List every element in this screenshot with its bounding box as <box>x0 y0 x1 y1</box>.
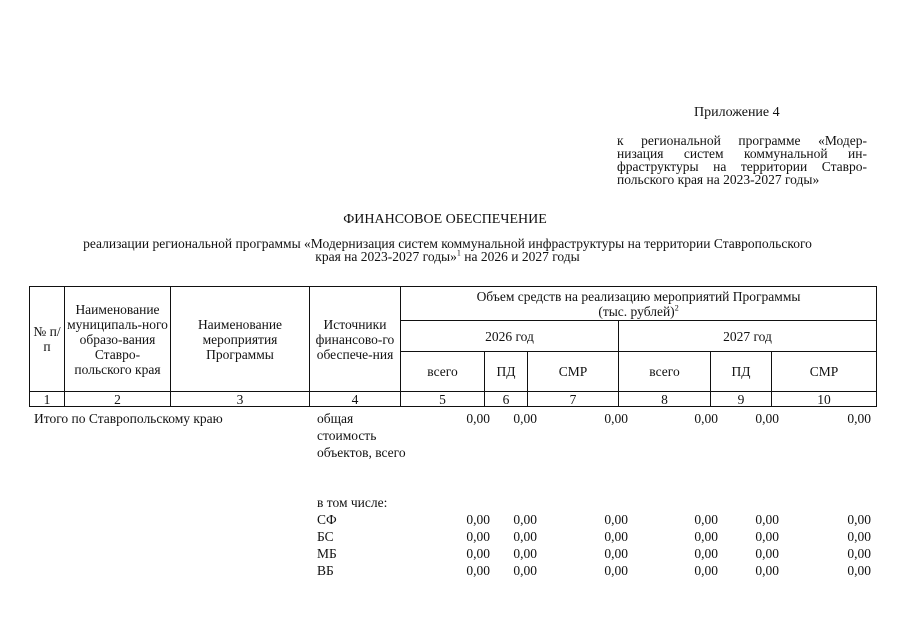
column-number: 1 <box>30 392 65 407</box>
value-total-2027: 0,00 <box>694 411 718 426</box>
value-smr-2027: 0,00 <box>847 411 871 426</box>
total-row-label: Итого по Ставропольскому краю <box>34 411 223 426</box>
header-year-2027: 2027 год <box>619 321 877 352</box>
value-total-2027: 0,00 <box>694 546 718 561</box>
subtitle-line2-start: края на 2023-2027 годы» <box>315 249 457 264</box>
value-total-2026: 0,00 <box>466 563 490 578</box>
appendix-title: Приложение 4 <box>694 105 780 120</box>
value-smr-2026: 0,00 <box>604 512 628 527</box>
source-label: общая стоимость объектов, всего <box>317 411 406 460</box>
value-total-2026: 0,00 <box>466 529 490 544</box>
value-pd-2027: 0,00 <box>755 546 779 561</box>
header-smr-2026: СМР <box>528 352 619 392</box>
header-year-2026: 2026 год <box>401 321 619 352</box>
value-smr-2027: 0,00 <box>847 546 871 561</box>
source-label: СФ <box>317 512 337 527</box>
value-smr-2027: 0,00 <box>847 512 871 527</box>
column-number: 9 <box>711 392 772 407</box>
source-label: БС <box>317 529 334 544</box>
footnote-ref-2: 2 <box>674 303 679 312</box>
column-number: 5 <box>401 392 485 407</box>
column-number: 10 <box>772 392 877 407</box>
column-number: 3 <box>171 392 310 407</box>
value-pd-2026: 0,00 <box>513 529 537 544</box>
header-total-2026: всего <box>401 352 485 392</box>
source-label: в том числе: <box>317 495 388 510</box>
header-volume-line1: Объем средств на реализацию мероприятий Программы <box>476 288 801 304</box>
header-total-2027: всего <box>619 352 711 392</box>
subtitle-line2-end: на 2026 и 2027 годы <box>460 249 580 264</box>
footnote-ref-1: 1 <box>456 248 461 258</box>
value-pd-2026: 0,00 <box>513 411 537 426</box>
column-number: 6 <box>485 392 528 407</box>
column-number: 2 <box>65 392 171 407</box>
header-num: № п/п <box>30 287 65 392</box>
source-label: ВБ <box>317 563 334 578</box>
value-total-2027: 0,00 <box>694 563 718 578</box>
value-pd-2027: 0,00 <box>755 512 779 527</box>
document-subtitle <box>30 237 865 263</box>
appendix-text: к региональной программе «Модер-низация систем коммунальной ин-фраструктуры на территории Ставро-польского края на 2023-2027 годы» <box>617 133 867 187</box>
value-pd-2027: 0,00 <box>755 563 779 578</box>
value-total-2026: 0,00 <box>466 546 490 561</box>
value-smr-2026: 0,00 <box>604 411 628 426</box>
value-total-2026: 0,00 <box>466 411 490 426</box>
value-total-2027: 0,00 <box>694 512 718 527</box>
subtitle-line1: реализации региональной программы «Модернизация систем коммунальной инфраструктуры на территории Ставропольского <box>83 236 812 251</box>
value-smr-2026: 0,00 <box>604 529 628 544</box>
value-pd-2026: 0,00 <box>513 512 537 527</box>
header-pd-2027: ПД <box>711 352 772 392</box>
value-total-2027: 0,00 <box>694 529 718 544</box>
column-number: 7 <box>528 392 619 407</box>
financing-table-header <box>29 286 877 407</box>
value-pd-2026: 0,00 <box>513 546 537 561</box>
value-smr-2026: 0,00 <box>604 563 628 578</box>
header-smr-2027: СМР <box>772 352 877 392</box>
value-smr-2026: 0,00 <box>604 546 628 561</box>
header-activity: Наименование мероприятия Программы <box>171 287 310 392</box>
value-smr-2027: 0,00 <box>847 563 871 578</box>
document-title: ФИНАНСОВОЕ ОБЕСПЕЧЕНИЕ <box>343 212 547 227</box>
value-pd-2027: 0,00 <box>755 411 779 426</box>
column-number-row <box>30 392 877 407</box>
header-volume-line2: (тыс. рублей) <box>598 303 675 319</box>
header-sources: Источники финансово-го обеспече-ния <box>310 287 401 392</box>
header-municipality: Наименование муниципаль-ного образо-вания Ставро-польского края <box>65 287 171 392</box>
value-pd-2027: 0,00 <box>755 529 779 544</box>
header-volume <box>401 287 877 321</box>
column-number: 4 <box>310 392 401 407</box>
header-pd-2026: ПД <box>485 352 528 392</box>
value-pd-2026: 0,00 <box>513 563 537 578</box>
value-smr-2027: 0,00 <box>847 529 871 544</box>
source-label: МБ <box>317 546 337 561</box>
value-total-2026: 0,00 <box>466 512 490 527</box>
column-number: 8 <box>619 392 711 407</box>
